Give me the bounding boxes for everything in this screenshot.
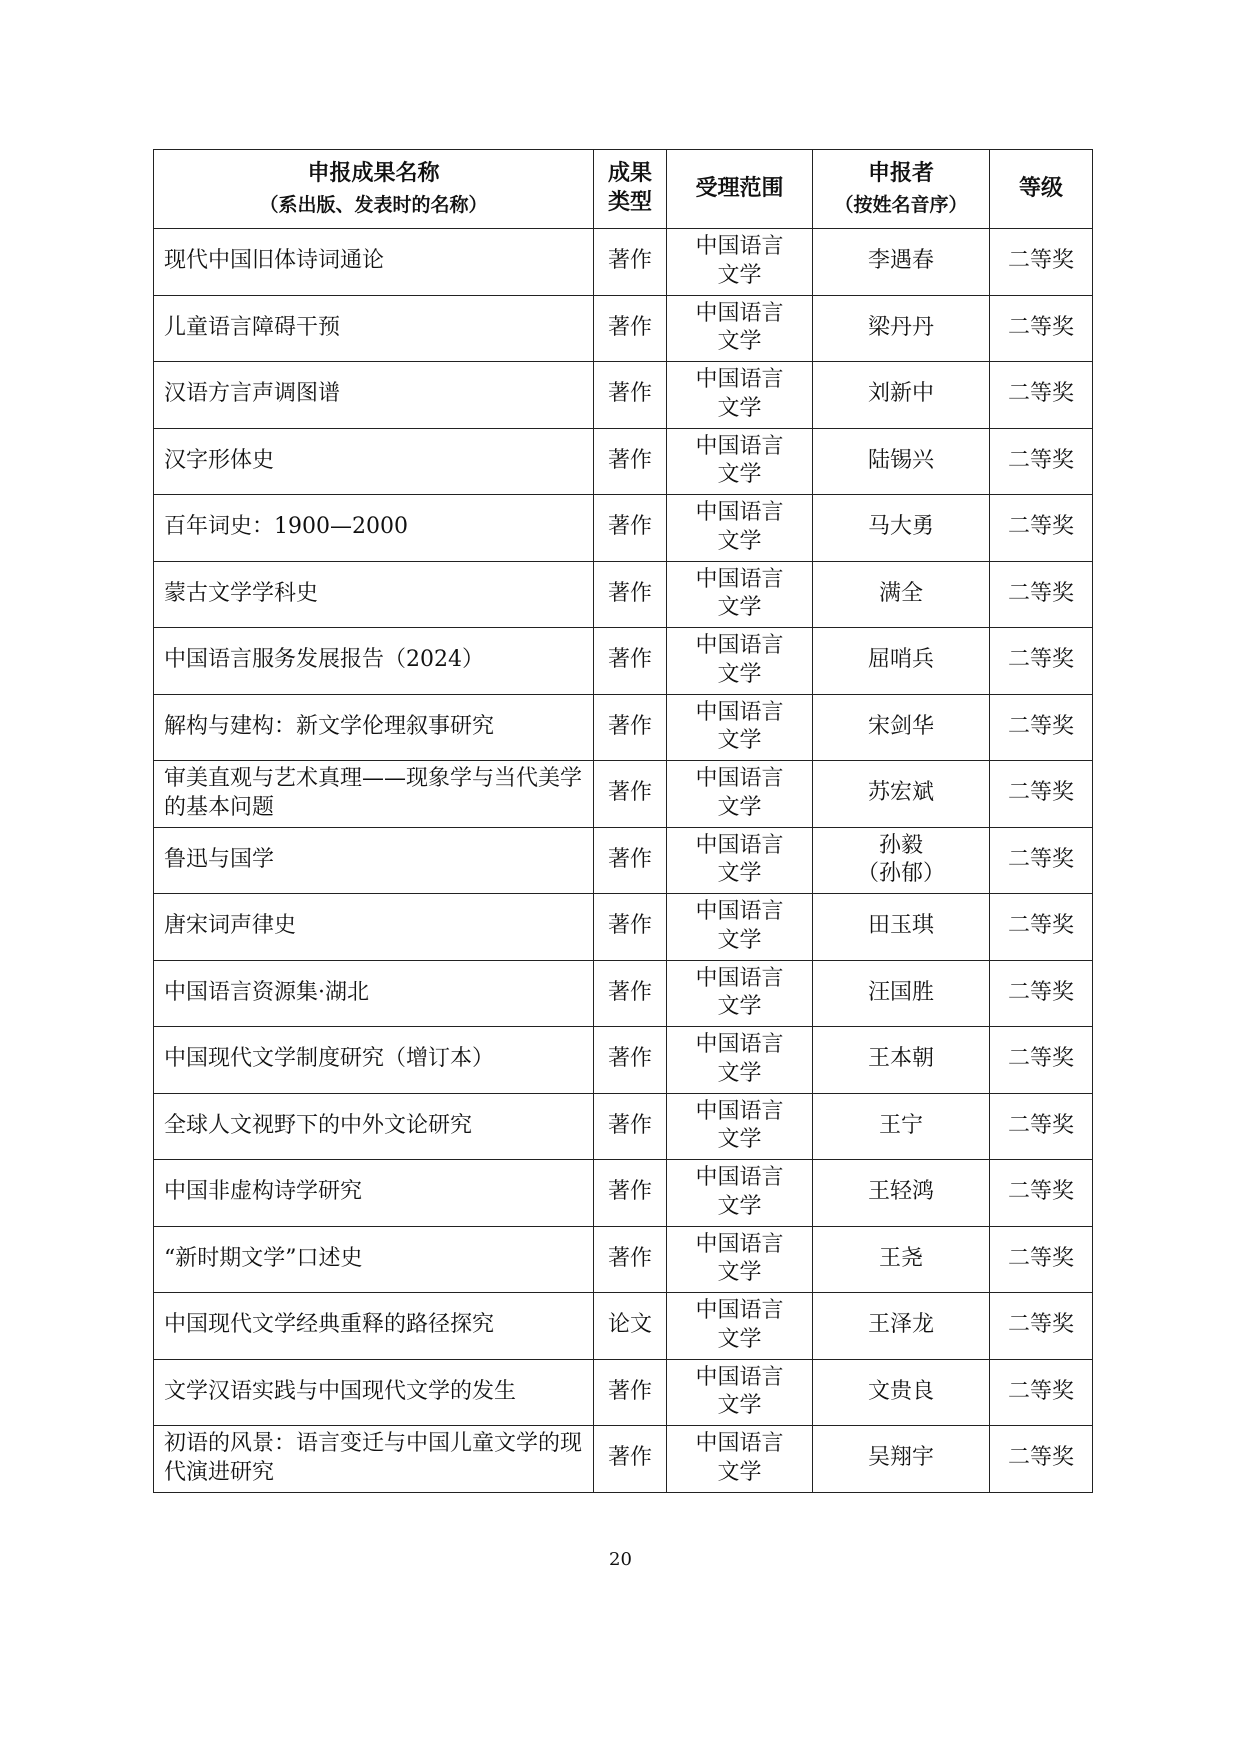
cell-name-text: 汉语方言声调图谱: [164, 381, 341, 407]
cell-author: [813, 495, 990, 562]
header-type-line2: 类型: [607, 190, 652, 215]
table-row: [154, 960, 1093, 1027]
cell-scope-line2: 文学: [717, 329, 762, 355]
table-row: [154, 628, 1093, 695]
cell-scope-line1: 中国语言: [695, 1032, 784, 1058]
table-row: [154, 1093, 1093, 1160]
cell-type-text: 著作: [607, 1245, 652, 1271]
cell-type-text: 著作: [607, 1179, 652, 1205]
cell-scope: [667, 894, 813, 961]
cell-author-text: 满全: [878, 580, 923, 606]
cell-author-text: 孙毅: [878, 832, 923, 858]
cell-author-text: 田玉琪: [867, 913, 934, 939]
cell-scope: [667, 428, 813, 495]
cell-type-text: 著作: [607, 979, 652, 1005]
cell-name: [154, 295, 594, 362]
table-header: [154, 150, 1093, 229]
cell-grade: [990, 295, 1093, 362]
cell-scope-line2: 文学: [717, 1260, 762, 1286]
table-row: [154, 229, 1093, 296]
table-row: [154, 561, 1093, 628]
cell-type: [594, 827, 667, 894]
cell-grade: [990, 428, 1093, 495]
cell-scope-line1: 中国语言: [695, 1298, 784, 1324]
cell-scope-line2: 文学: [717, 1193, 762, 1219]
cell-grade: [990, 827, 1093, 894]
cell-type: [594, 1426, 667, 1493]
cell-type: [594, 894, 667, 961]
cell-author: [813, 229, 990, 296]
cell-scope-line1: 中国语言: [695, 1231, 784, 1257]
cell-name-text: 解构与建构：新文学伦理叙事研究: [164, 713, 495, 739]
cell-scope-line1: 中国语言: [695, 566, 784, 592]
cell-scope: [667, 362, 813, 429]
cell-scope-line1: 中国语言: [695, 1364, 784, 1390]
cell-author: [813, 1160, 990, 1227]
cell-type-text: 著作: [607, 780, 652, 806]
cell-author: [813, 561, 990, 628]
cell-name-text: 审美直观与艺术真理——现象学与当代美学的基本问题: [164, 766, 583, 820]
cell-scope-line2: 文学: [717, 462, 762, 488]
cell-grade-text: 二等奖: [1007, 1312, 1074, 1338]
cell-author-text: 宋剑华: [867, 713, 934, 739]
cell-grade-text: 二等奖: [1007, 713, 1074, 739]
table-row: [154, 1359, 1093, 1426]
cell-type: [594, 229, 667, 296]
cell-grade: [990, 761, 1093, 828]
cell-scope-line2: 文学: [717, 1127, 762, 1153]
cell-name: [154, 428, 594, 495]
cell-author-text: 王泽龙: [867, 1312, 934, 1338]
table-row: [154, 362, 1093, 429]
cell-scope-line1: 中国语言: [695, 1098, 784, 1124]
cell-author: [813, 827, 990, 894]
cell-scope: [667, 761, 813, 828]
cell-type: [594, 428, 667, 495]
cell-scope-line2: 文学: [717, 595, 762, 621]
cell-scope-line1: 中国语言: [695, 633, 784, 659]
cell-name-text: 蒙古文学学科史: [164, 580, 319, 606]
cell-grade-text: 二等奖: [1007, 647, 1074, 673]
cell-grade-text: 二等奖: [1007, 913, 1074, 939]
cell-type-text: 著作: [607, 248, 652, 274]
cell-scope-line2: 文学: [717, 794, 762, 820]
cell-grade: [990, 1293, 1093, 1360]
cell-type-text: 著作: [607, 913, 652, 939]
cell-scope: [667, 1093, 813, 1160]
cell-grade-text: 二等奖: [1007, 314, 1074, 340]
cell-name-text: 现代中国旧体诗词通论: [164, 248, 385, 274]
cell-grade: [990, 694, 1093, 761]
cell-grade-text: 二等奖: [1007, 1046, 1074, 1072]
cell-author-text: 王宁: [878, 1112, 923, 1138]
cell-scope-line1: 中国语言: [695, 766, 784, 792]
cell-grade: [990, 1160, 1093, 1227]
cell-grade-text: 二等奖: [1007, 1445, 1074, 1471]
cell-grade: [990, 1027, 1093, 1094]
table-row: [154, 1160, 1093, 1227]
cell-scope: [667, 827, 813, 894]
cell-author-line2: （孙郁）: [856, 861, 945, 887]
cell-grade-text: 二等奖: [1007, 1179, 1074, 1205]
cell-type: [594, 1226, 667, 1293]
header-scope: [667, 150, 813, 229]
header-author-label: 申报者: [867, 161, 934, 187]
cell-grade-text: 二等奖: [1007, 1245, 1074, 1271]
cell-author-text: 马大勇: [867, 514, 934, 540]
cell-author: [813, 1093, 990, 1160]
cell-type-text: 著作: [607, 381, 652, 407]
cell-type-text: 著作: [607, 314, 652, 340]
cell-name-text: 鲁迅与国学: [164, 846, 275, 872]
cell-author: [813, 295, 990, 362]
cell-type: [594, 1293, 667, 1360]
table-row: [154, 694, 1093, 761]
table-row: [154, 761, 1093, 828]
header-row: [154, 150, 1093, 229]
header-name: [154, 150, 594, 229]
cell-scope: [667, 561, 813, 628]
cell-grade: [990, 1093, 1093, 1160]
cell-scope: [667, 960, 813, 1027]
cell-grade-text: 二等奖: [1007, 1112, 1074, 1138]
table-row: [154, 495, 1093, 562]
cell-name-text: 全球人文视野下的中外文论研究: [164, 1112, 473, 1138]
cell-author: [813, 628, 990, 695]
cell-scope: [667, 1027, 813, 1094]
cell-type: [594, 362, 667, 429]
cell-name: [154, 894, 594, 961]
cell-grade: [990, 894, 1093, 961]
cell-author: [813, 1359, 990, 1426]
cell-grade-text: 二等奖: [1007, 846, 1074, 872]
cell-author: [813, 761, 990, 828]
cell-grade: [990, 960, 1093, 1027]
cell-type: [594, 561, 667, 628]
cell-type-text: 著作: [607, 1046, 652, 1072]
cell-type-text: 论文: [607, 1312, 652, 1338]
cell-scope-line1: 中国语言: [695, 899, 784, 925]
cell-name-text: 儿童语言障碍干预: [164, 314, 341, 340]
cell-scope-line2: 文学: [717, 1326, 762, 1352]
cell-type: [594, 1027, 667, 1094]
cell-name: [154, 1426, 594, 1493]
cell-type: [594, 495, 667, 562]
cell-scope-line2: 文学: [717, 1459, 762, 1485]
cell-grade: [990, 1359, 1093, 1426]
cell-name: [154, 1027, 594, 1094]
cell-scope-line2: 文学: [717, 728, 762, 754]
cell-scope: [667, 1293, 813, 1360]
cell-author: [813, 1426, 990, 1493]
cell-grade: [990, 1426, 1093, 1493]
cell-name-text: 初语的风景：语言变迁与中国儿童文学的现代演进研究: [164, 1431, 583, 1485]
cell-grade-text: 二等奖: [1007, 580, 1074, 606]
cell-scope-line2: 文学: [717, 661, 762, 687]
cell-scope-line1: 中国语言: [695, 500, 784, 526]
cell-scope-line2: 文学: [717, 528, 762, 554]
award-table: [153, 149, 1093, 1493]
cell-author-text: 吴翔宇: [867, 1445, 934, 1471]
cell-author: [813, 362, 990, 429]
cell-scope: [667, 229, 813, 296]
header-grade: [990, 150, 1093, 229]
cell-name: [154, 628, 594, 695]
cell-scope-line1: 中国语言: [695, 234, 784, 260]
cell-name: [154, 495, 594, 562]
cell-name-text: 汉字形体史: [164, 447, 275, 473]
cell-scope: [667, 1359, 813, 1426]
cell-author-text: 梁丹丹: [867, 314, 934, 340]
cell-name-text: 文学汉语实践与中国现代文学的发生: [164, 1378, 517, 1404]
header-type-line1: 成果: [607, 161, 652, 187]
cell-name-text: 唐宋词声律史: [164, 913, 297, 939]
cell-scope: [667, 1426, 813, 1493]
cell-type-text: 著作: [607, 1445, 652, 1471]
cell-scope-line1: 中国语言: [695, 433, 784, 459]
cell-name: [154, 1226, 594, 1293]
cell-scope: [667, 1160, 813, 1227]
cell-scope-line2: 文学: [717, 1393, 762, 1419]
header-author-sub: （按姓名音序）: [834, 193, 968, 216]
cell-author: [813, 1027, 990, 1094]
cell-grade: [990, 628, 1093, 695]
cell-author: [813, 428, 990, 495]
cell-author: [813, 894, 990, 961]
cell-name-text: “新时期文学”口述史: [164, 1245, 363, 1271]
cell-scope-line1: 中国语言: [695, 1431, 784, 1457]
cell-type: [594, 628, 667, 695]
cell-scope-line2: 文学: [717, 395, 762, 421]
table-row: [154, 1226, 1093, 1293]
header-scope-label: 受理范围: [695, 175, 784, 201]
cell-type-text: 著作: [607, 1112, 652, 1138]
cell-author-text: 苏宏斌: [867, 780, 934, 806]
table-body: [154, 229, 1093, 1493]
cell-author: [813, 960, 990, 1027]
cell-author-text: 李遇春: [867, 248, 934, 274]
cell-type: [594, 694, 667, 761]
cell-type-text: 著作: [607, 1378, 652, 1404]
page-number: 20: [609, 1549, 632, 1570]
cell-type: [594, 960, 667, 1027]
cell-scope-line1: 中国语言: [695, 699, 784, 725]
cell-type-text: 著作: [607, 580, 652, 606]
table-row: [154, 1426, 1093, 1493]
cell-scope-line1: 中国语言: [695, 832, 784, 858]
cell-author-text: 汪国胜: [867, 979, 934, 1005]
cell-grade-text: 二等奖: [1007, 248, 1074, 274]
cell-name: [154, 694, 594, 761]
cell-scope: [667, 1226, 813, 1293]
cell-scope-line2: 文学: [717, 861, 762, 887]
cell-author-text: 王尧: [878, 1245, 923, 1271]
cell-type-text: 著作: [607, 647, 652, 673]
cell-author-text: 屈哨兵: [867, 647, 934, 673]
cell-name: [154, 561, 594, 628]
cell-name: [154, 229, 594, 296]
cell-grade-text: 二等奖: [1007, 780, 1074, 806]
cell-grade: [990, 1226, 1093, 1293]
cell-type: [594, 761, 667, 828]
cell-type-text: 著作: [607, 713, 652, 739]
cell-name: [154, 827, 594, 894]
cell-grade: [990, 229, 1093, 296]
cell-name-text: 中国语言服务发展报告（2024）: [164, 647, 484, 673]
cell-name: [154, 960, 594, 1027]
cell-type-text: 著作: [607, 846, 652, 872]
cell-scope-line2: 文学: [717, 927, 762, 953]
header-name-sub: （系出版、发表时的名称）: [259, 193, 488, 216]
cell-scope-line2: 文学: [717, 994, 762, 1020]
cell-grade-text: 二等奖: [1007, 1378, 1074, 1404]
cell-name: [154, 362, 594, 429]
cell-scope: [667, 694, 813, 761]
cell-scope-line2: 文学: [717, 262, 762, 288]
cell-type: [594, 295, 667, 362]
cell-author-text: 刘新中: [867, 381, 934, 407]
cell-grade-text: 二等奖: [1007, 514, 1074, 540]
cell-scope-line1: 中国语言: [695, 1165, 784, 1191]
header-author: [813, 150, 990, 229]
cell-name-text: 中国语言资源集·湖北: [164, 979, 369, 1005]
cell-scope-line1: 中国语言: [695, 300, 784, 326]
cell-scope-line1: 中国语言: [695, 367, 784, 393]
cell-author-text: 陆锡兴: [867, 447, 934, 473]
cell-type: [594, 1160, 667, 1227]
header-name-label: 申报成果名称: [307, 161, 440, 187]
table-row: [154, 428, 1093, 495]
header-grade-label: 等级: [1018, 175, 1063, 201]
cell-scope: [667, 628, 813, 695]
cell-author-text: 王本朝: [867, 1046, 934, 1072]
cell-author: [813, 694, 990, 761]
cell-type: [594, 1359, 667, 1426]
cell-grade: [990, 495, 1093, 562]
cell-scope: [667, 495, 813, 562]
cell-author: [813, 1293, 990, 1360]
cell-grade-text: 二等奖: [1007, 381, 1074, 407]
table-row: [154, 827, 1093, 894]
header-type: [594, 150, 667, 229]
cell-grade-text: 二等奖: [1007, 447, 1074, 473]
cell-type-text: 著作: [607, 514, 652, 540]
cell-name-text: 中国非虚构诗学研究: [164, 1179, 363, 1205]
table-row: [154, 1027, 1093, 1094]
cell-name-text: 中国现代文学制度研究（增订本）: [164, 1046, 495, 1072]
cell-name: [154, 1359, 594, 1426]
cell-author-text: 文贵良: [867, 1378, 934, 1404]
cell-type: [594, 1093, 667, 1160]
cell-name-text: 百年词史：1900—2000: [164, 514, 408, 540]
cell-grade-text: 二等奖: [1007, 979, 1074, 1005]
cell-grade: [990, 561, 1093, 628]
cell-grade: [990, 362, 1093, 429]
cell-name: [154, 761, 594, 828]
cell-author-text: 王轻鸿: [867, 1179, 934, 1205]
cell-author: [813, 1226, 990, 1293]
cell-name: [154, 1093, 594, 1160]
cell-name: [154, 1293, 594, 1360]
table-row: [154, 295, 1093, 362]
cell-name-text: 中国现代文学经典重释的路径探究: [164, 1312, 495, 1338]
cell-name: [154, 1160, 594, 1227]
cell-type-text: 著作: [607, 447, 652, 473]
cell-scope: [667, 295, 813, 362]
table-row: [154, 894, 1093, 961]
cell-scope-line1: 中国语言: [695, 965, 784, 991]
table-row: [154, 1293, 1093, 1360]
cell-scope-line2: 文学: [717, 1060, 762, 1086]
